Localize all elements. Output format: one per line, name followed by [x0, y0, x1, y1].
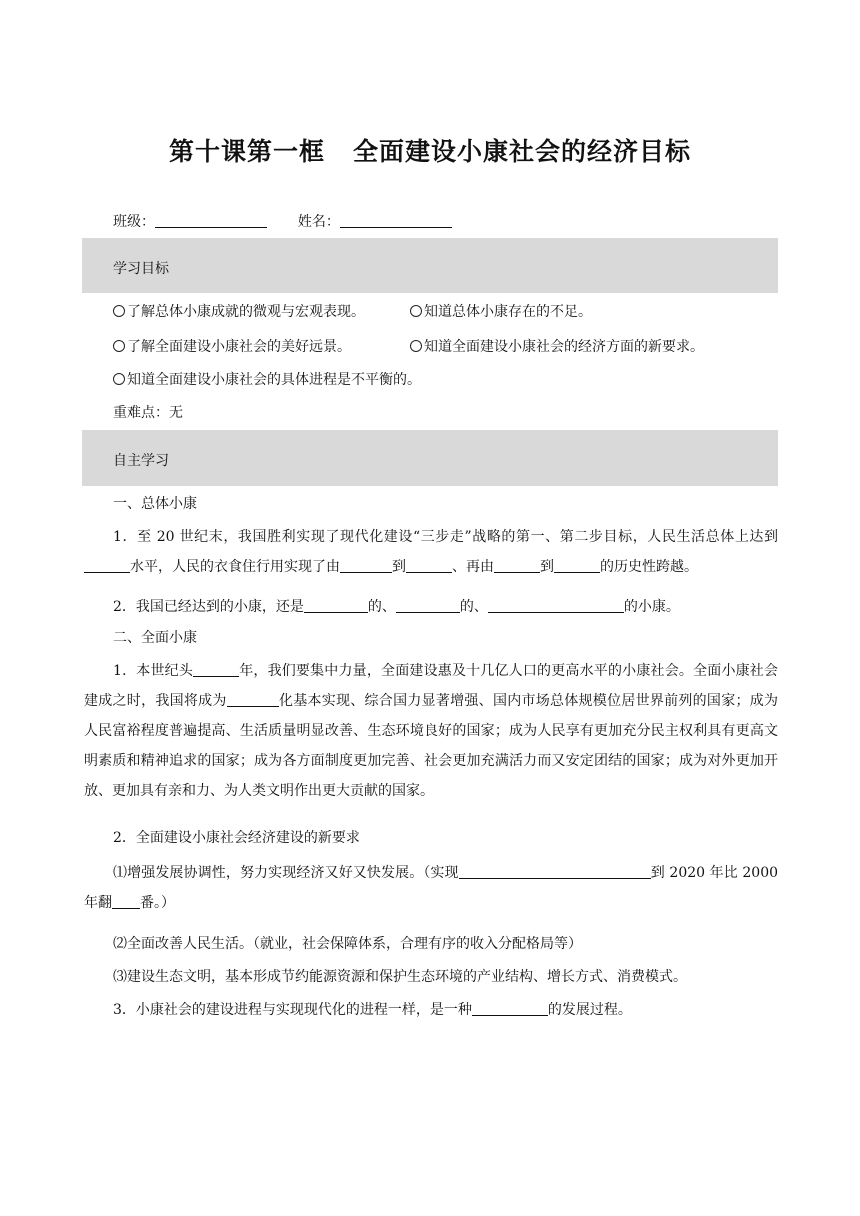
name-label: 姓名：: [297, 214, 340, 230]
section-heading: 二、全面小康: [113, 630, 197, 646]
answer-blank[interactable]: [459, 864, 651, 879]
self-study-heading-band: [82, 430, 778, 486]
requirement-3: ⑶建设生态文明，基本形成节约能源资源和保护生态环境的产业结构、增长方式、消费模式。: [113, 969, 687, 985]
goal-item: 了解总体小康成就的微观与宏观表现。: [113, 302, 365, 322]
question-2: 2．我国已经达到的小康，还是 的、 的、 的小康。: [113, 599, 680, 615]
requirement-2: ⑵全面改善人民生活。（就业，社会保障体系，合理有序的收入分配格局等）: [113, 936, 582, 952]
goal-item: 知道全面建设小康社会的经济方面的新要求。: [410, 337, 704, 357]
goals-heading: 学习目标: [113, 261, 169, 277]
answer-blank[interactable]: [340, 558, 392, 573]
name-blank[interactable]: [340, 213, 452, 228]
requirement-1: ⑴增强发展协调性，努力实现经济又好又快发展。（实现 到 2020 年比 2000 年翻 番。）: [84, 865, 779, 911]
class-blank[interactable]: [155, 213, 267, 228]
circle-bullet-icon: [113, 305, 125, 317]
answer-blank[interactable]: [304, 598, 368, 613]
self-study-heading: 自主学习: [113, 453, 169, 469]
section-heading: 一、总体小康: [113, 496, 197, 512]
answer-blank[interactable]: [396, 598, 460, 613]
circle-bullet-icon: [113, 373, 125, 385]
student-info-row: [113, 212, 452, 232]
title-topic: 全面建设小康社会的经济目标: [353, 137, 692, 166]
circle-bullet-icon: [113, 340, 125, 352]
question-3: 1．本世纪头 年，我们要集中力量，全面建设惠及十几亿人口的更高水平的小康社会。全面小康社会建成之时，我国将成为 化基本实现、综合国力显著增强、国内市场总体规模位居世界前列的国家；成为人民富裕程度普遍提高、生活质量明显改善、生态环境良好的国家；成为人民享有更加充分民主权利具有更高文明素质和精神追求的国家；成为各方面制度更加完善、社会更加充满活力而又安定团结的国家；成为对外更加开放、更加具有亲和力、为人类文明作出更大贡献的国家。: [84, 663, 779, 799]
title-lesson: 第十课第一框: [168, 137, 325, 166]
answer-blank[interactable]: [84, 558, 130, 573]
page-title: [0, 132, 860, 168]
question-4: 2．全面建设小康社会经济建设的新要求: [113, 830, 360, 846]
answer-blank[interactable]: [112, 894, 140, 909]
answer-blank[interactable]: [193, 662, 239, 677]
goal-item: 知道全面建设小康社会的具体进程是不平衡的。: [113, 370, 421, 390]
answer-blank[interactable]: [472, 1001, 548, 1016]
goal-item: 知道总体小康存在的不足。: [410, 302, 592, 322]
key-points: 重难点：无: [113, 405, 183, 421]
answer-blank[interactable]: [488, 598, 624, 613]
goal-item: 了解全面建设小康社会的美好远景。: [113, 337, 351, 357]
answer-blank[interactable]: [406, 558, 452, 573]
class-label: 班级：: [113, 214, 155, 230]
question-1: 1．至 20 世纪末，我国胜利实现了现代化建设“三步走”战略的第一、第二步目标，人民生活总体上达到水平，人民的衣食住行用实现了由 到 、再由 到 的历史性跨越。: [84, 522, 778, 582]
question-5: 3．小康社会的建设进程与实现现代化的进程一样，是一种 的发展过程。: [113, 1002, 632, 1018]
answer-blank[interactable]: [554, 558, 600, 573]
answer-blank[interactable]: [494, 558, 540, 573]
circle-bullet-icon: [410, 305, 422, 317]
circle-bullet-icon: [410, 340, 422, 352]
goals-heading-band: [82, 238, 778, 293]
answer-blank[interactable]: [227, 692, 279, 707]
